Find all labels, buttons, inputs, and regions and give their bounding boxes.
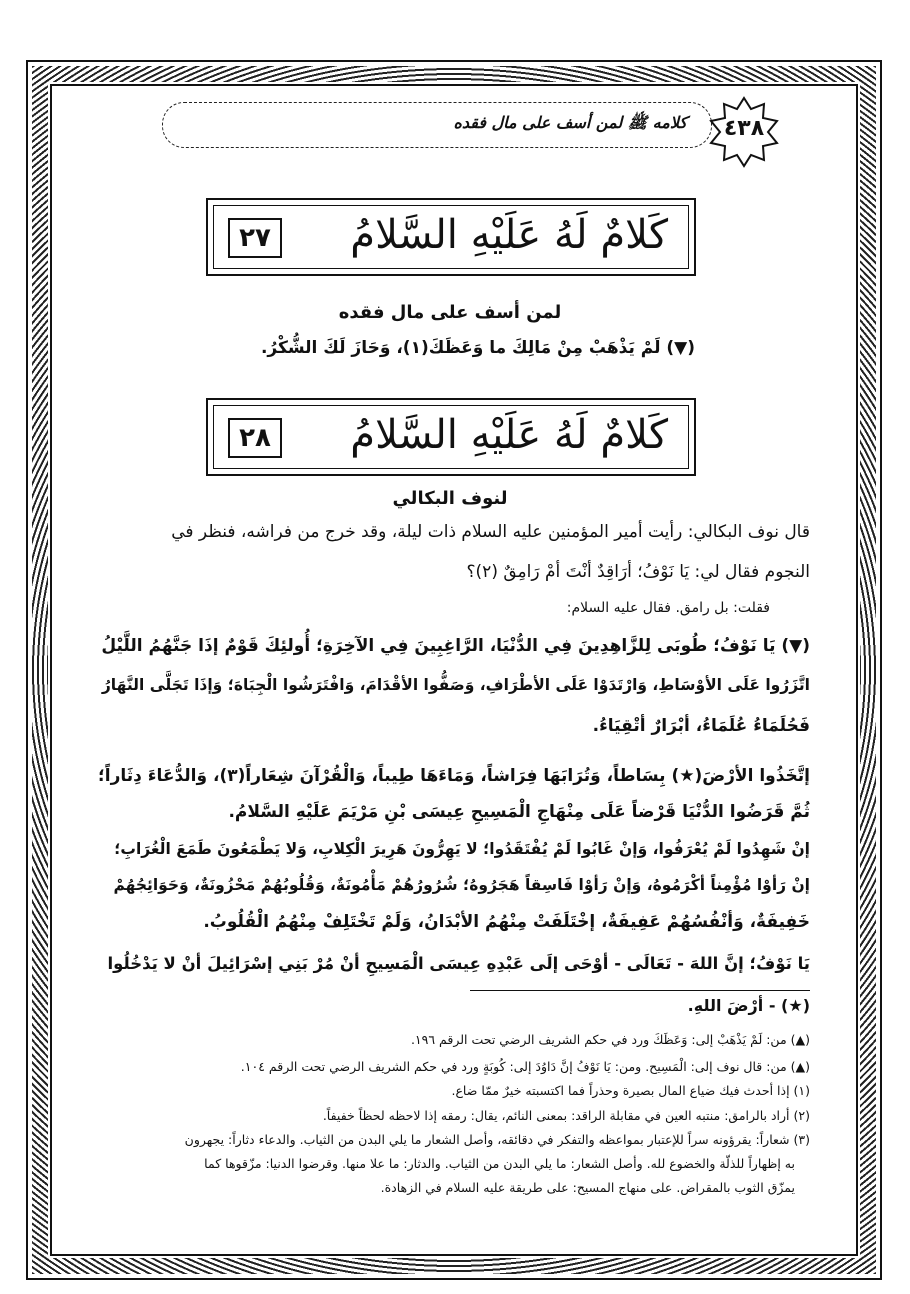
page-number: ٤٣٨ [723,116,765,141]
saying-line: خَفِيفَةٌ، وَأنْفُسُهُمْ عَفِيفَةٌ، إخْتَلَفَتْ مِنْهُمُ الأبْدَانُ، وَلَمْ تَخْتَلِفْ مِنْهُمُ الْقُلُوبُ. [203,912,810,932]
section-title-frame-28 [206,398,696,476]
page-number-badge [708,96,780,168]
saying-text: (▼) لَمْ يَذْهَبْ مِنْ مَالِكَ ما وَعَظَكَ(١)، وَحَازَ لَكَ الشُّكْرُ. [260,338,695,358]
footnote: (▲) من: لَمْ يَذْهَبْ إلى: وَعَظَكَ ورد في حكم الشريف الرضي تحت الرقم ١٩٦. [410,1032,810,1047]
saying-line: يَا نَوْفُ؛ إنَّ اللهَ - تَعَالَى - أوْحَى إلَى عَبْدِهِ عِيسَى الْمَسِيحِ أنْ مُرْ بَنِي إسْرَائِيلَ أنْ لا يَدْخُلُوا [107,954,810,973]
section-number: ٢٧ [228,218,282,258]
section-subtitle: لنوف البكالي [392,488,508,509]
section-title: كَلامٌ لَهُ عَلَيْهِ السَّلامُ [350,212,668,258]
saying-line: إنْ شَهِدُوا لَمْ يُعْرَفُوا، وَإنْ غَابُوا لَمْ يُفْتَقَدُوا؛ لا يَهِرُّونَ هَرِيرَ الْكِلابِ، وَلا يَطْمَعُونَ طَمَعَ الْغُرَابِ؛ [114,840,810,858]
running-header [162,102,712,148]
reply-line: فقلت: بل رامق. فقال عليه السلام: [566,600,770,616]
footnote: (٢) أراد بالرامق: منتبه العين في مقابلة الراقد: بمعنى النائم، يقال: رمقه إذا لاحظه لحظاً خفيفاً. [322,1108,810,1123]
saying-line: (▼) يَا نَوْفُ؛ طُوبَى لِلزَّاهِدِينَ فِي الدُّنْيَا، الرَّاغِبِينَ فِي الآخِرَةِ؛ أُولئِكَ قَوْمٌ إذَا جَنَّهُمُ اللَّيْلُ [101,636,810,656]
running-title: كلامه ﷺ لمن أسف على مال فقده [453,113,687,132]
saying-line: ثُمَّ قَرَضُوا الدُّنْيَا قَرْضاً عَلَى مِنْهَاجِ الْمَسِيحِ عِيسَى بْنِ مَرْيَمَ عَلَيْهِ السَّلامُ. [228,802,810,822]
footnote: (١) إذا أحدث فيك ضياع المال بصيرة وحذراً فما اكتسبته خيرٌ ممّا ضاع. [451,1083,810,1098]
intro-line: النجوم فقال لي: يَا نَوْفُ؛ أرَاقِدٌ أنْتَ أمْ رَامِقٌ (٢)؟ [466,562,810,582]
footnote: يمزّق الثوب بالمقراض. على منهاج المسيح: على طريقة عليه السلام في الزهادة. [380,1180,795,1195]
footnote: (★) - أرْضَ اللهِ. [687,996,810,1015]
footnote: (٣) شعاراً: يقرؤونه سراً للإعتبار بمواعظه والتفكر في دقائقه، وأصل الشعار ما يلي البدن من الثياب. والدعاء دثاراً: يجهرون [184,1132,810,1147]
footnote-rule [470,990,810,991]
section-number: ٢٨ [228,418,282,458]
section-title: كَلامٌ لَهُ عَلَيْهِ السَّلامُ [350,412,668,458]
saying-line: إنْ رَأوْا مُؤْمِناً أكْرَمُوهُ، وَإنْ رَأوْا فَاسِقاً هَجَرُوهُ؛ شُرُورُهُمْ مَأْمُونَةٌ، وَقُلُوبُهُمْ مَحْزُونَةٌ، وَحَوَائِجُهُمْ [113,876,810,894]
saying-line: فَحُلَمَاءُ عُلَمَاءُ، أبْرَارٌ أتْقِيَاءُ. [592,716,810,736]
section-title-frame-27 [206,198,696,276]
saying-line: اتَّزَرُوا عَلَى الأوْسَاطِ، وَارْتَدَوْا عَلَى الأطْرَافِ، وَصَفُّوا الأقْدَامَ، وَافْتَرَشُوا الْجِبَاهَ؛ وَإذَا تَجَلَّى النَّهَارُ [101,676,810,694]
section-subtitle: لمن أسف على مال فقده [338,302,562,323]
footnote: (▲) من: قال نوف إلى: الْمَسِيح. ومن: يَا نَوْفُ إنَّ دَاوُدَ إلى: كُوبَةٍ ورد في حكم الشريف الرضي تحت الرقم ١٠٤. [240,1059,810,1074]
intro-line: قال نوف البكالي: رأيت أمير المؤمنين عليه السلام ذات ليلة، وقد خرج من فراشه، فنظر في [171,522,810,542]
footnote: به إظهاراً للذلّة والخضوع لله. وأصل الشعار: ما يلي البدن من الثياب. والدثار: ما علا منها. وقرضوا الدنيا: مزّقوها كما [204,1156,795,1171]
saying-line: إتَّخَذُوا الأرْضَ(★) بِسَاطاً، وَتُرَابَهَا فِرَاشاً، وَمَاءَهَا طِيباً، وَالْقُرْآنَ شِعَاراً(٣)، وَالدُّعَاءَ دِثَاراً؛ [97,766,810,786]
